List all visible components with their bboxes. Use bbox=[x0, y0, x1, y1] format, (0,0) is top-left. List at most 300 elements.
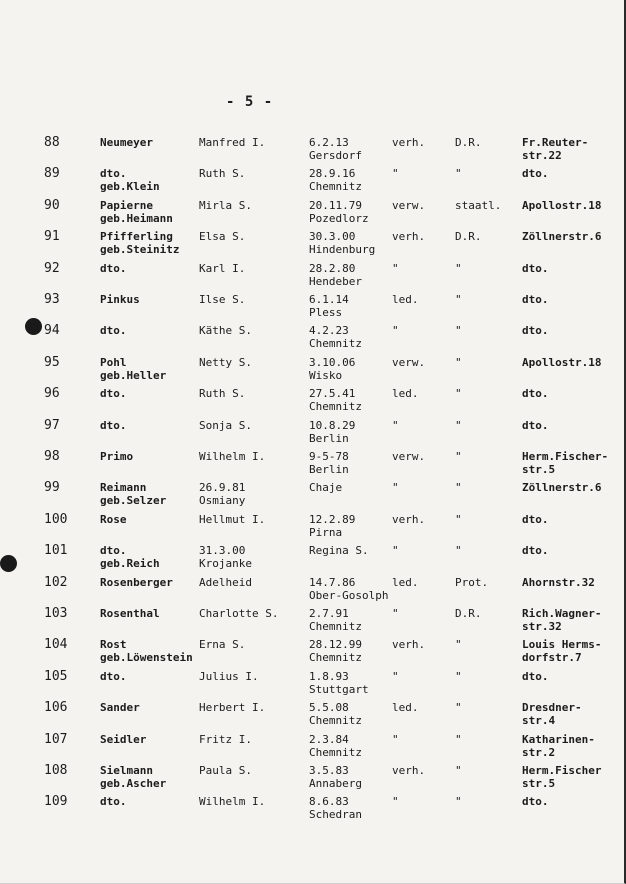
birth-date-place-line: 28.9.16 bbox=[309, 167, 356, 181]
given-name-cell bbox=[199, 513, 265, 526]
surname-line: Seidler bbox=[100, 732, 147, 746]
surname-cell bbox=[100, 167, 160, 193]
table-row bbox=[0, 450, 626, 481]
marital-status-cell: led. bbox=[392, 293, 419, 306]
surname-cell bbox=[100, 638, 193, 664]
surname-line: geb.Heimann bbox=[100, 211, 173, 225]
street-address-cell bbox=[522, 795, 549, 808]
surname-line: geb.Löwenstein bbox=[100, 651, 193, 665]
surname-cell bbox=[100, 136, 153, 149]
street-address-line: Zöllnerstr.6 bbox=[522, 230, 602, 244]
surname-line: dto. bbox=[100, 669, 127, 683]
birth-date-place-line: 3.5.83 bbox=[309, 764, 349, 777]
birth-date-place-line: 1.8.93 bbox=[309, 669, 349, 683]
surname-line: dto. bbox=[100, 261, 127, 275]
street-address-line: Katharinen- bbox=[522, 732, 595, 746]
birth-date-place-cell bbox=[309, 387, 362, 413]
birth-date-place-cell bbox=[309, 167, 362, 193]
surname-cell bbox=[100, 450, 133, 463]
citizenship-cell: " bbox=[455, 167, 462, 181]
birth-date-place-line: Chemnitz bbox=[309, 651, 362, 665]
page-number: - 5 - bbox=[226, 94, 274, 110]
surname-line: Rosenthal bbox=[100, 607, 160, 620]
given-name-line: Käthe S. bbox=[199, 324, 252, 338]
given-name-line: Osmiany bbox=[199, 494, 246, 508]
citizenship-cell: " bbox=[455, 387, 462, 401]
row-number-cell: 109 bbox=[44, 794, 68, 810]
marital-status-cell: " bbox=[392, 481, 399, 495]
street-address-line: Apollostr.18 bbox=[522, 198, 602, 212]
row-number-cell: 94 bbox=[44, 323, 60, 339]
table-row bbox=[0, 419, 626, 450]
given-name-cell bbox=[199, 324, 252, 337]
birth-date-place-line: Chaje bbox=[309, 481, 343, 495]
surname-cell bbox=[100, 199, 173, 225]
birth-date-place-line: Chemnitz bbox=[309, 714, 362, 728]
surname-line: Sander bbox=[100, 701, 140, 715]
given-name-line: Ilse S. bbox=[199, 293, 246, 306]
birth-date-place-line: Berlin bbox=[309, 463, 349, 476]
birth-date-place-line: Stuttgart bbox=[309, 682, 369, 696]
table-row bbox=[0, 387, 626, 418]
surname-line: geb.Reich bbox=[100, 557, 160, 571]
given-name-cell bbox=[199, 262, 245, 275]
surname-line: dto. bbox=[100, 324, 127, 338]
birth-date-place-cell bbox=[309, 262, 362, 288]
surname-cell bbox=[100, 324, 127, 337]
given-name-line: Elsa S. bbox=[199, 230, 246, 244]
birth-date-place-line: 20.11.79 bbox=[309, 198, 362, 212]
given-name-line: Ruth S. bbox=[199, 167, 246, 181]
table-row bbox=[0, 293, 626, 324]
surname-line: Neumeyer bbox=[100, 136, 153, 149]
surname-line: Pfifferling bbox=[100, 230, 173, 244]
marital-status-cell: led. bbox=[392, 701, 419, 715]
surname-cell bbox=[100, 293, 140, 306]
given-name-line: Krojanke bbox=[199, 557, 252, 571]
surname-cell bbox=[100, 356, 166, 382]
given-name-line: Mirla S. bbox=[199, 198, 252, 212]
street-address-line: Dresdner- bbox=[522, 701, 582, 715]
street-address-cell bbox=[522, 670, 549, 683]
row-number-cell: 92 bbox=[44, 260, 60, 276]
citizenship-cell: " bbox=[455, 701, 462, 715]
birth-date-place-line: Wisko bbox=[309, 368, 343, 382]
street-address-line: str.2 bbox=[522, 745, 556, 759]
surname-cell bbox=[100, 419, 127, 432]
birth-date-place-line: Chemnitz bbox=[309, 337, 362, 351]
marital-status-cell: " bbox=[392, 324, 399, 338]
table-row bbox=[0, 638, 626, 669]
surname-cell bbox=[100, 387, 127, 400]
surname-line: geb.Ascher bbox=[100, 777, 167, 790]
surname-line: Rose bbox=[100, 512, 127, 526]
street-address-cell bbox=[522, 356, 601, 369]
surname-line: Rosenberger bbox=[100, 575, 173, 589]
birth-date-place-line: Hendeber bbox=[309, 274, 362, 288]
marital-status-cell: " bbox=[392, 732, 399, 746]
street-address-line: dto. bbox=[522, 167, 549, 181]
street-address-line: str.5 bbox=[522, 463, 556, 476]
street-address-cell bbox=[522, 167, 549, 180]
birth-date-place-line: 6.1.14 bbox=[309, 293, 349, 306]
birth-date-place-line: 10.8.29 bbox=[309, 418, 356, 432]
birth-date-place-cell bbox=[309, 733, 362, 759]
citizenship-cell: " bbox=[455, 481, 462, 495]
surname-line: geb.Selzer bbox=[100, 494, 167, 508]
birth-date-place-line: Chemnitz bbox=[309, 180, 362, 194]
given-name-cell bbox=[199, 701, 265, 714]
birth-date-place-line: 12.2.89 bbox=[309, 512, 356, 526]
given-name-line: Ruth S. bbox=[199, 387, 246, 401]
surname-line: geb.Heller bbox=[100, 368, 167, 382]
street-address-line: dto. bbox=[522, 795, 549, 809]
given-name-line: Charlotte S. bbox=[199, 607, 279, 620]
street-address-line: Zöllnerstr.6 bbox=[522, 481, 602, 495]
given-name-line: Wilhelm I. bbox=[199, 450, 266, 463]
surname-cell bbox=[100, 544, 160, 570]
table-row bbox=[0, 513, 626, 544]
given-name-line: Julius I. bbox=[199, 669, 259, 683]
marital-status-cell: verh. bbox=[392, 638, 426, 652]
marital-status-cell: verw. bbox=[392, 355, 426, 369]
marital-status-cell: " bbox=[392, 669, 399, 683]
given-name-line: Hellmut I. bbox=[199, 512, 266, 526]
citizenship-cell: " bbox=[455, 512, 462, 526]
birth-date-place-line: 2.3.84 bbox=[309, 732, 349, 746]
birth-date-place-line: Schedran bbox=[309, 808, 362, 822]
surname-cell bbox=[100, 576, 173, 589]
birth-date-place-line: Berlin bbox=[309, 431, 349, 445]
street-address-cell bbox=[522, 638, 601, 664]
citizenship-cell: " bbox=[455, 732, 462, 746]
street-address-line: dto. bbox=[522, 512, 549, 526]
given-name-line: Erna S. bbox=[199, 638, 246, 652]
surname-line: dto. bbox=[100, 167, 127, 181]
marital-status-cell: led. bbox=[392, 387, 419, 401]
street-address-line: dto. bbox=[522, 261, 549, 275]
street-address-line: dto. bbox=[522, 418, 549, 432]
row-number-cell: 102 bbox=[44, 574, 68, 590]
marital-status-cell: verh. bbox=[392, 230, 426, 244]
citizenship-cell: " bbox=[455, 638, 462, 652]
birth-date-place-line: Annaberg bbox=[309, 777, 362, 790]
table-row bbox=[0, 230, 626, 261]
surname-cell bbox=[100, 670, 127, 683]
citizenship-cell: Prot. bbox=[455, 575, 489, 589]
birth-date-place-line: 8.6.83 bbox=[309, 795, 349, 809]
surname-cell bbox=[100, 795, 127, 808]
given-name-cell bbox=[199, 450, 265, 463]
citizenship-cell: " bbox=[455, 450, 462, 463]
street-address-line: Louis Herms- bbox=[522, 638, 602, 652]
table-row bbox=[0, 795, 626, 826]
surname-cell bbox=[100, 230, 179, 256]
given-name-line: Wilhelm I. bbox=[199, 795, 266, 809]
birth-date-place-cell bbox=[309, 136, 362, 162]
street-address-cell bbox=[522, 481, 601, 494]
street-address-line: dto. bbox=[522, 669, 549, 683]
row-number-cell: 105 bbox=[44, 668, 68, 684]
surname-line: Pohl bbox=[100, 355, 127, 369]
table-row bbox=[0, 576, 626, 607]
birth-date-place-cell bbox=[309, 450, 349, 476]
row-number-cell: 103 bbox=[44, 606, 68, 621]
birth-date-place-cell bbox=[309, 293, 349, 319]
marital-status-cell: " bbox=[392, 544, 399, 558]
given-name-cell bbox=[199, 136, 265, 149]
street-address-cell bbox=[522, 450, 608, 476]
street-address-cell bbox=[522, 230, 601, 243]
given-name-cell bbox=[199, 199, 252, 212]
street-address-cell bbox=[522, 387, 549, 400]
citizenship-cell: " bbox=[455, 418, 462, 432]
given-name-cell bbox=[199, 230, 245, 243]
birth-date-place-line: 5.5.08 bbox=[309, 701, 349, 715]
street-address-cell bbox=[522, 293, 549, 306]
street-address-line: Herm.Fischer- bbox=[522, 450, 609, 463]
street-address-line: Fr.Reuter- bbox=[522, 136, 589, 149]
surname-cell bbox=[100, 701, 140, 714]
given-name-cell bbox=[199, 419, 252, 432]
surname-line: geb.Steinitz bbox=[100, 243, 180, 257]
birth-date-place-cell bbox=[309, 764, 362, 790]
marital-status-cell: " bbox=[392, 167, 399, 181]
street-address-cell bbox=[522, 262, 549, 275]
street-address-cell bbox=[522, 576, 595, 589]
row-number-cell: 88 bbox=[44, 135, 60, 150]
street-address-line: dto. bbox=[522, 324, 549, 338]
table-row bbox=[0, 262, 626, 293]
row-number-cell: 99 bbox=[44, 480, 60, 496]
citizenship-cell: " bbox=[455, 355, 462, 369]
table-row bbox=[0, 481, 626, 512]
birth-date-place-line: Chemnitz bbox=[309, 745, 362, 759]
surname-line: Primo bbox=[100, 450, 134, 463]
birth-date-place-line: 28.2.80 bbox=[309, 261, 356, 275]
street-address-line: str.5 bbox=[522, 777, 556, 790]
row-number-cell: 107 bbox=[44, 731, 68, 747]
table-row bbox=[0, 607, 626, 638]
surname-cell bbox=[100, 513, 127, 526]
marital-status-cell: verw. bbox=[392, 450, 426, 463]
birth-date-place-cell bbox=[309, 670, 369, 696]
birth-date-place-line: 30.3.00 bbox=[309, 230, 356, 244]
birth-date-place-line: 3.10.06 bbox=[309, 355, 356, 369]
given-name-line: 31.3.00 bbox=[199, 544, 246, 558]
birth-date-place-cell bbox=[309, 701, 362, 727]
surname-line: dto. bbox=[100, 387, 127, 401]
birth-date-place-cell bbox=[309, 513, 355, 539]
row-number-cell: 89 bbox=[44, 166, 60, 182]
street-address-cell bbox=[522, 513, 549, 526]
birth-date-place-line: 14.7.86 bbox=[309, 575, 356, 589]
table-row bbox=[0, 199, 626, 230]
street-address-line: str.4 bbox=[522, 714, 556, 728]
row-number-cell: 97 bbox=[44, 417, 60, 433]
marital-status-cell: " bbox=[392, 261, 399, 275]
birth-date-place-line: 27.5.41 bbox=[309, 387, 356, 401]
marital-status-cell: " bbox=[392, 607, 399, 620]
citizenship-cell: D.R. bbox=[455, 136, 482, 149]
birth-date-place-line: Ober-Gosolph bbox=[309, 588, 389, 602]
citizenship-cell: " bbox=[455, 261, 462, 275]
citizenship-cell: " bbox=[455, 544, 462, 558]
birth-date-place-cell bbox=[309, 356, 355, 382]
citizenship-cell: " bbox=[455, 669, 462, 683]
table-row bbox=[0, 136, 626, 167]
given-name-cell bbox=[199, 481, 245, 507]
street-address-cell bbox=[522, 764, 601, 790]
marital-status-cell: " bbox=[392, 795, 399, 809]
birth-date-place-line: 28.12.99 bbox=[309, 638, 362, 652]
street-address-line: dto. bbox=[522, 544, 549, 558]
marital-status-cell: verh. bbox=[392, 136, 426, 149]
marital-status-cell: verw. bbox=[392, 198, 426, 212]
surname-line: Papierne bbox=[100, 198, 153, 212]
surname-cell bbox=[100, 733, 146, 746]
citizenship-cell: staatl. bbox=[455, 198, 502, 212]
given-name-line: Karl I. bbox=[199, 261, 246, 275]
marital-status-cell: verh. bbox=[392, 764, 426, 777]
birth-date-place-cell bbox=[309, 544, 369, 557]
street-address-line: Herm.Fischer bbox=[522, 764, 602, 777]
street-address-line: str.32 bbox=[522, 620, 562, 633]
surname-line: dto. bbox=[100, 418, 127, 432]
marital-status-cell: verh. bbox=[392, 512, 426, 526]
birth-date-place-cell bbox=[309, 199, 369, 225]
birth-date-place-cell bbox=[309, 576, 388, 602]
given-name-line: Netty S. bbox=[199, 355, 252, 369]
street-address-cell bbox=[522, 136, 588, 162]
birth-date-place-cell bbox=[309, 795, 362, 821]
birth-date-place-cell bbox=[309, 607, 362, 633]
marital-status-cell: " bbox=[392, 418, 399, 432]
given-name-line: Manfred I. bbox=[199, 136, 266, 149]
street-address-cell bbox=[522, 607, 601, 633]
citizenship-cell: D.R. bbox=[455, 607, 482, 620]
table-row bbox=[0, 544, 626, 575]
table-row bbox=[0, 733, 626, 764]
surname-line: Sielmann bbox=[100, 764, 153, 777]
street-address-line: dto. bbox=[522, 387, 549, 401]
citizenship-cell: " bbox=[455, 293, 462, 306]
birth-date-place-cell bbox=[309, 230, 375, 256]
row-number-cell: 96 bbox=[44, 386, 60, 402]
punch-hole-upper bbox=[25, 318, 42, 335]
street-address-line: dorfstr.7 bbox=[522, 651, 582, 665]
birth-date-place-cell bbox=[309, 419, 355, 445]
table-row bbox=[0, 670, 626, 701]
row-number-cell: 93 bbox=[44, 292, 60, 307]
birth-date-place-cell bbox=[309, 638, 362, 664]
birth-date-place-line: 9-5-78 bbox=[309, 450, 349, 463]
given-name-line: Sonja S. bbox=[199, 418, 252, 432]
given-name-cell bbox=[199, 167, 245, 180]
surname-cell bbox=[100, 764, 166, 790]
marital-status-cell: led. bbox=[392, 575, 419, 589]
birth-date-place-line: Pirna bbox=[309, 525, 343, 539]
given-name-cell bbox=[199, 638, 245, 651]
surname-line: dto. bbox=[100, 795, 127, 809]
given-name-cell bbox=[199, 795, 265, 808]
birth-date-place-line: Gersdorf bbox=[309, 149, 362, 162]
table-row bbox=[0, 324, 626, 355]
street-address-line: Apollostr.18 bbox=[522, 355, 602, 369]
birth-date-place-line: 4.2.23 bbox=[309, 324, 349, 338]
surname-line: geb.Klein bbox=[100, 180, 160, 194]
street-address-cell bbox=[522, 733, 595, 759]
surname-line: Reimann bbox=[100, 481, 147, 495]
row-number-cell: 91 bbox=[44, 229, 60, 245]
citizenship-cell: " bbox=[455, 764, 462, 777]
citizenship-cell: D.R. bbox=[455, 230, 482, 244]
given-name-cell bbox=[199, 293, 245, 306]
given-name-line: Adelheid bbox=[199, 575, 252, 589]
birth-date-place-line: Hindenburg bbox=[309, 243, 376, 257]
surname-cell bbox=[100, 262, 127, 275]
birth-date-place-line: 6.2.13 bbox=[309, 136, 349, 149]
given-name-cell bbox=[199, 387, 245, 400]
birth-date-place-cell bbox=[309, 481, 342, 494]
street-address-cell bbox=[522, 544, 549, 557]
punch-hole-lower bbox=[0, 555, 17, 572]
given-name-cell bbox=[199, 607, 278, 620]
surname-line: Pinkus bbox=[100, 293, 140, 306]
given-name-line: Fritz I. bbox=[199, 732, 252, 746]
given-name-cell bbox=[199, 764, 252, 777]
birth-date-place-line: Chemnitz bbox=[309, 400, 362, 414]
street-address-line: Rich.Wagner- bbox=[522, 607, 602, 620]
given-name-cell bbox=[199, 576, 252, 589]
table-row bbox=[0, 764, 626, 795]
birth-date-place-line: 2.7.91 bbox=[309, 607, 349, 620]
row-number-cell: 106 bbox=[44, 700, 68, 716]
surname-line: Rost bbox=[100, 638, 127, 652]
surname-cell bbox=[100, 607, 160, 620]
given-name-cell bbox=[199, 356, 252, 369]
row-number-cell: 101 bbox=[44, 543, 68, 559]
birth-date-place-line: Chemnitz bbox=[309, 620, 362, 633]
given-name-line: Herbert I. bbox=[199, 701, 266, 715]
street-address-line: dto. bbox=[522, 293, 549, 306]
citizenship-cell: " bbox=[455, 795, 462, 809]
table-row bbox=[0, 701, 626, 732]
surname-cell bbox=[100, 481, 166, 507]
given-name-cell bbox=[199, 733, 252, 746]
citizenship-cell: " bbox=[455, 324, 462, 338]
row-number-cell: 98 bbox=[44, 449, 60, 464]
street-address-cell bbox=[522, 419, 549, 432]
row-number-cell: 90 bbox=[44, 197, 60, 213]
given-name-cell bbox=[199, 544, 252, 570]
given-name-line: 26.9.81 bbox=[199, 481, 246, 495]
street-address-line: Ahornstr.32 bbox=[522, 575, 595, 589]
given-name-cell bbox=[199, 670, 259, 683]
row-number-cell: 104 bbox=[44, 637, 68, 653]
given-name-line: Paula S. bbox=[199, 764, 252, 777]
birth-date-place-cell bbox=[309, 324, 362, 350]
surname-line: dto. bbox=[100, 544, 127, 558]
table-row bbox=[0, 167, 626, 198]
row-number-cell: 108 bbox=[44, 763, 68, 778]
row-number-cell: 95 bbox=[44, 354, 60, 370]
street-address-cell bbox=[522, 199, 601, 212]
birth-date-place-line: Pless bbox=[309, 306, 343, 319]
birth-date-place-line: Regina S. bbox=[309, 544, 369, 558]
street-address-line: str.22 bbox=[522, 149, 562, 162]
street-address-cell bbox=[522, 324, 549, 337]
